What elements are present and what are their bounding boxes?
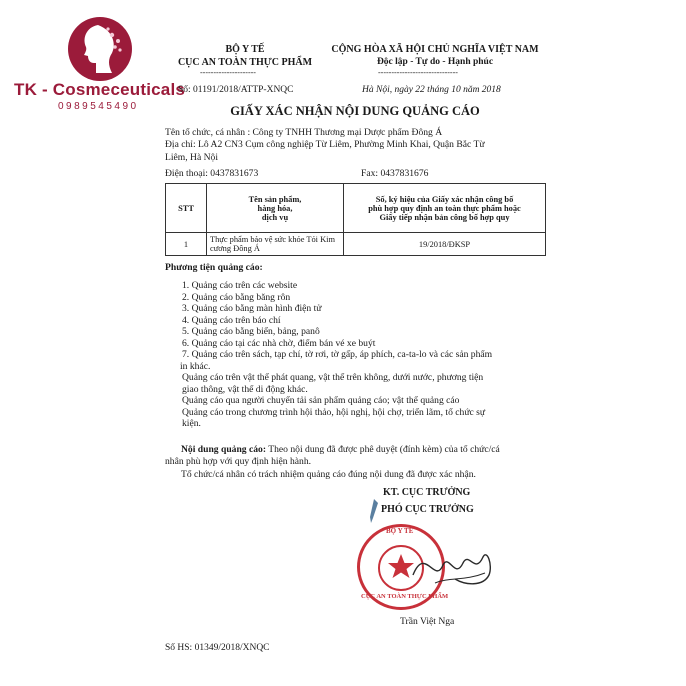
- content-text-cont: nhân phù hợp với quy định hiện hành.: [165, 456, 312, 468]
- list-item: 1. Quảng cáo trên các website: [182, 280, 298, 291]
- org-fax: Fax: 0437831676: [361, 168, 429, 179]
- header-stt: STT: [166, 184, 207, 233]
- list-item: giao thông, vật thể di động khác.: [182, 383, 308, 395]
- document-title: GIẤY XÁC NHẬN NỘI DUNG QUẢNG CÁO: [230, 104, 480, 118]
- motto: Độc lập - Tự do - Hạnh phúc: [376, 57, 494, 67]
- content-text: Theo nội dung đã được phê duyệt (đính kèm) của tổ chức/cá: [266, 444, 500, 455]
- stamp-text-bottom: CỤC AN TOÀN THỰC PHẨM: [361, 593, 449, 600]
- header-cert-line: phù hợp quy định an toàn thực phẩm hoặc: [368, 203, 521, 213]
- signer-name: Trần Việt Nga: [400, 616, 455, 627]
- means-list: [182, 280, 552, 430]
- responsibility-text: Tổ chức/cá nhân có trách nhiệm quảng cáo đúng nội dung đã được xác nhận.: [181, 468, 476, 480]
- list-item: 5. Quảng cáo bằng biển, bảng, panô: [182, 326, 320, 337]
- table-row: [166, 233, 546, 256]
- pen-icon: [368, 498, 382, 524]
- cell-product: Thực phẩm bảo vệ sức khỏe Tỏi Kim cương Đông Á: [207, 233, 344, 256]
- list-item: 3. Quảng cáo bằng màn hình điện tử: [182, 303, 322, 314]
- document-number: Số: 01191/2018/ATTP-XNQC: [178, 85, 294, 95]
- face-silhouette-icon: [68, 17, 132, 81]
- org-info: [165, 127, 555, 164]
- product-table: [165, 183, 546, 256]
- header-product-line: hàng hóa,: [257, 203, 293, 213]
- header-cert-number: [344, 184, 546, 233]
- list-item: 7. Quảng cáo trên sách, tạp chí, tờ rơi, tờ gấp, áp phích, ca-ta-lo và các sản phẩm: [182, 349, 493, 360]
- org-name: Tên tổ chức, cá nhân : Công ty TNHH Thương mại Dược phẩm Đông Á: [165, 127, 443, 138]
- list-item: Quảng cáo qua người chuyển tải sản phẩm quảng cáo; vật thể quảng cáo: [182, 395, 460, 406]
- means-heading: Phương tiện quảng cáo:: [165, 262, 263, 273]
- ministry-name: BỘ Y TẾ: [225, 44, 265, 55]
- left-rule: ---------------------: [200, 68, 256, 77]
- cell-cert-number: 19/2018/ĐKSP: [344, 233, 546, 256]
- right-rule: ------------------------------: [378, 68, 458, 77]
- brand-name: TK - Cosmeceuticals: [14, 80, 186, 99]
- org-phone: Điện thoại: 0437831673: [165, 168, 259, 179]
- stamp-text-top: BỘ Y TẾ: [386, 527, 414, 535]
- org-address-line1: Địa chỉ: Lô A2 CN3 Cụm công nghiệp Từ Liêm, Phường Minh Khai, Quận Bắc Từ: [165, 139, 485, 151]
- list-item: Quảng cáo trong chương trình hội thảo, hội nghị, hội chợ, triển lãm, tổ chức sự: [182, 406, 486, 418]
- header-product-line: Tên sản phẩm,: [248, 194, 302, 204]
- country-header: CỘNG HÒA XÃ HỘI CHỦ NGHĨA VIỆT NAM: [331, 44, 539, 55]
- list-item: in khác.: [180, 360, 211, 372]
- content-section: [165, 444, 550, 481]
- signature-subtitle: PHÓ CỤC TRƯỞNG: [381, 504, 474, 515]
- header-product: [207, 184, 344, 233]
- issue-date: Hà Nội, ngày 22 tháng 10 năm 2018: [362, 85, 501, 95]
- table-header-row: [166, 184, 546, 233]
- dossier-number: Số HS: 01349/2018/XNQC: [165, 643, 270, 653]
- list-item: 2. Quảng cáo bằng băng rôn: [182, 291, 291, 303]
- handwritten-signature: [405, 535, 500, 595]
- org-address-line2: Liêm, Hà Nội: [165, 151, 219, 163]
- list-item: Quảng cáo trên vật thể phát quang, vật thể trên không, dưới nước, phương tiện: [182, 372, 484, 383]
- brand-phone: 0989545490: [58, 101, 139, 112]
- brand-logo-emblem: [68, 17, 132, 81]
- signature-title: KT. CỤC TRƯỞNG: [383, 487, 471, 498]
- header-cert-line: Giấy tiếp nhận bản công bố hợp quy: [379, 212, 510, 222]
- department-name: CỤC AN TOÀN THỰC PHẨM: [177, 57, 313, 68]
- header-cert-line: Số, ký hiệu của Giấy xác nhận công bố: [375, 194, 514, 204]
- list-item: 4. Quảng cáo trên báo chí: [182, 314, 281, 326]
- list-item: 6. Quảng cáo tại các nhà chờ, điểm bán vé xe buýt: [182, 337, 376, 349]
- cell-stt: 1: [166, 233, 207, 256]
- header-product-line: dịch vụ: [261, 212, 289, 222]
- list-item: kiện.: [182, 418, 201, 429]
- content-label: Nội dung quảng cáo:: [181, 444, 267, 455]
